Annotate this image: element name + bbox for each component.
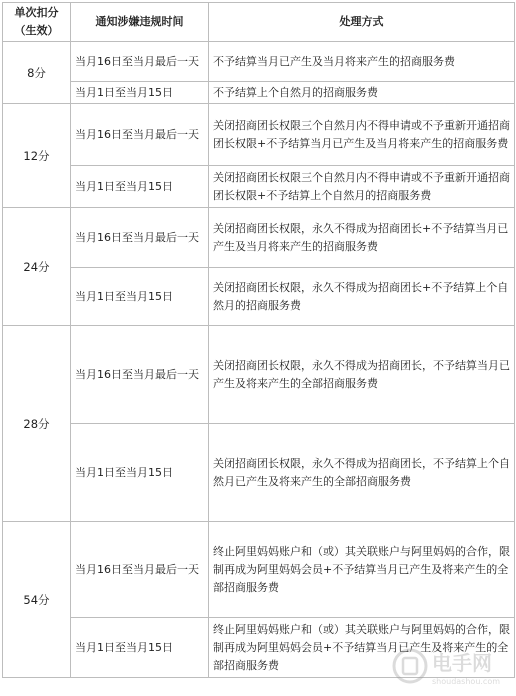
action-cell: 终止阿里妈妈账户和（或）其关联账户与阿里妈妈的合作，限制再成为阿里妈妈会员+不予结算当月已产生及将来产生的全部招商服务费 bbox=[209, 618, 515, 678]
action-cell: 关闭招商团长权限，永久不得成为招商团长+不予结算上个自然月的招商服务费 bbox=[209, 268, 515, 326]
watermark-subtext: shoudashou.com bbox=[432, 677, 501, 686]
table-row bbox=[3, 82, 515, 104]
time-cell: 当月1日至当月15日 bbox=[71, 82, 209, 104]
header-score: 单次扣分（生效） bbox=[3, 3, 71, 42]
table-row bbox=[3, 208, 515, 268]
score-cell: 12分 bbox=[3, 104, 71, 208]
action-cell: 关闭招商团长权限三个自然月内不得申请或不予重新开通招商团长权限+不予结算当月已产生及当月将来产生的招商服务费 bbox=[209, 104, 515, 166]
table-row bbox=[3, 268, 515, 326]
action-cell: 关闭招商团长权限三个自然月内不得申请或不予重新开通招商团长权限+不予结算上个自然月的招商服务费 bbox=[209, 166, 515, 208]
table-row bbox=[3, 424, 515, 522]
table-row bbox=[3, 326, 515, 424]
penalty-table bbox=[2, 2, 515, 678]
action-cell: 关闭招商团长权限，永久不得成为招商团长，不予结算当月已产生及将来产生的全部招商服务费 bbox=[209, 326, 515, 424]
header-row bbox=[3, 3, 515, 42]
time-cell: 当月16日至当月最后一天 bbox=[71, 208, 209, 268]
time-cell: 当月16日至当月最后一天 bbox=[71, 104, 209, 166]
time-cell: 当月16日至当月最后一天 bbox=[71, 522, 209, 618]
watermark-text: 电手网 bbox=[432, 651, 492, 675]
action-cell: 关闭招商团长权限，永久不得成为招商团长，不予结算上个自然月已产生及将来产生的全部招商服务费 bbox=[209, 424, 515, 522]
score-cell: 54分 bbox=[3, 522, 71, 678]
action-cell: 不予结算当月已产生及当月将来产生的招商服务费 bbox=[209, 42, 515, 82]
time-cell: 当月16日至当月最后一天 bbox=[71, 326, 209, 424]
action-cell: 终止阿里妈妈账户和（或）其关联账户与阿里妈妈的合作，限制再成为阿里妈妈会员+不予结算当月已产生及将来产生的全部招商服务费 bbox=[209, 522, 515, 618]
watermark-logo-icon bbox=[390, 642, 510, 690]
score-cell: 28分 bbox=[3, 326, 71, 522]
time-cell: 当月1日至当月15日 bbox=[71, 268, 209, 326]
time-cell: 当月1日至当月15日 bbox=[71, 166, 209, 208]
header-action: 处理方式 bbox=[209, 3, 515, 42]
table-row bbox=[3, 42, 515, 82]
score-cell: 24分 bbox=[3, 208, 71, 326]
header-time: 通知涉嫌违规时间 bbox=[71, 3, 209, 42]
table-row bbox=[3, 166, 515, 208]
time-cell: 当月1日至当月15日 bbox=[71, 618, 209, 678]
time-cell: 当月16日至当月最后一天 bbox=[71, 42, 209, 82]
time-cell: 当月1日至当月15日 bbox=[71, 424, 209, 522]
action-cell: 关闭招商团长权限，永久不得成为招商团长+不予结算当月已产生及当月将来产生的招商服务费 bbox=[209, 208, 515, 268]
score-cell: 8分 bbox=[3, 42, 71, 104]
table-row bbox=[3, 522, 515, 618]
table-row bbox=[3, 104, 515, 166]
action-cell: 不予结算上个自然月的招商服务费 bbox=[209, 82, 515, 104]
